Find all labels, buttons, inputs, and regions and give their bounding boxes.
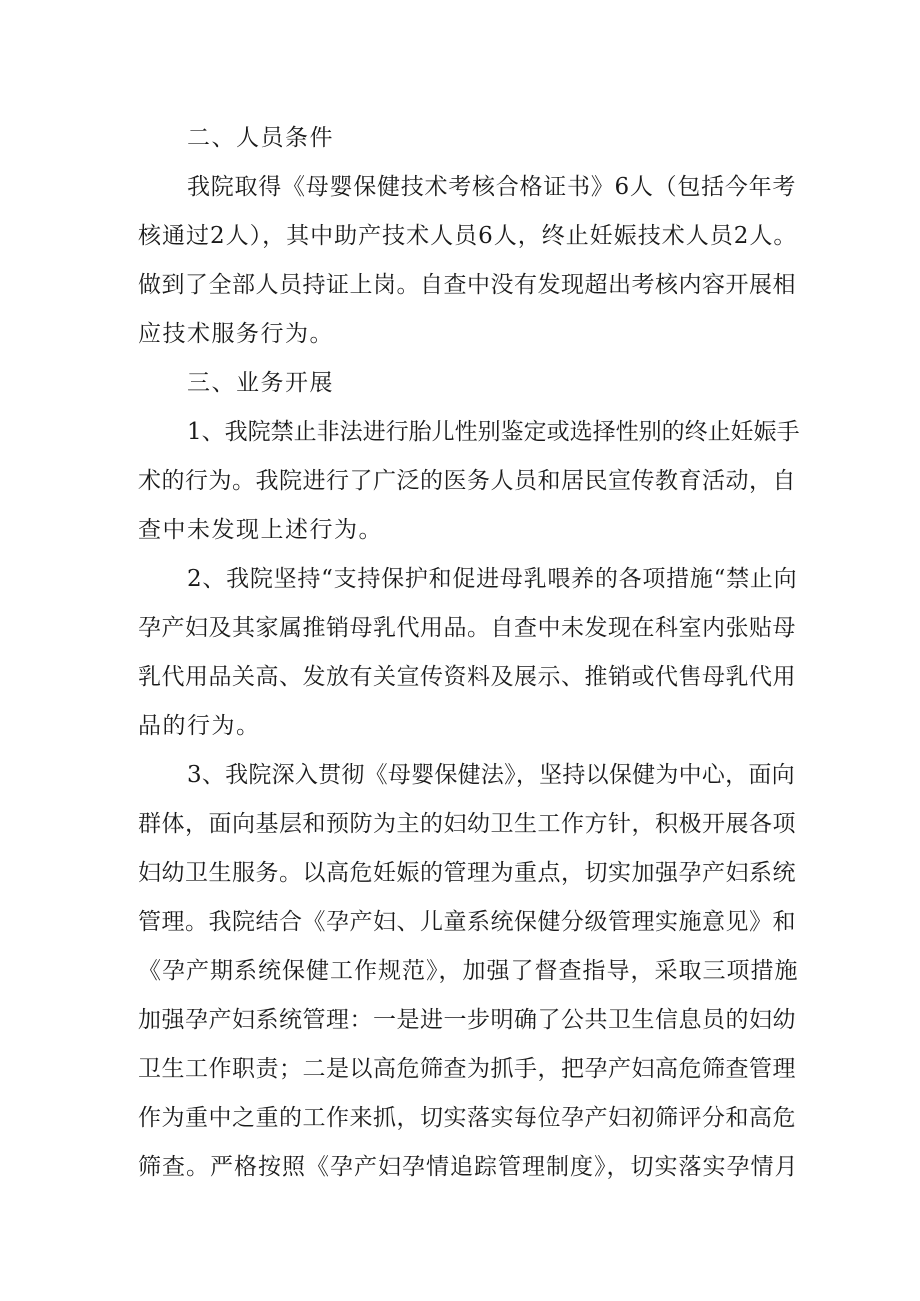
- paragraph-line: 作为重中之重的工作来抓，切实落实每位孕产妇初筛评分和高危: [138, 1105, 796, 1131]
- paragraph-line: 2、我院坚持“支持保护和促进母乳喂养的各项措施“禁止向: [187, 566, 798, 592]
- paragraph-line: 群体，面向基层和预防为主的妇幼卫生工作方针，积极开展各项: [138, 811, 796, 837]
- paragraph-line: 品的行为。: [138, 713, 261, 739]
- paragraph-line: 应技术服务行为。: [138, 321, 334, 347]
- paragraph-line: 妇幼卫生服务。以高危妊娠的管理为重点，切实加强孕产妇系统: [138, 860, 796, 886]
- paragraph-line: 做到了全部人员持证上岗。自查中没有发现超出考核内容开展相: [138, 272, 796, 298]
- paragraph-line: 3、我院深入贯彻《母婴保健法》，坚持以保健为中心，面向: [187, 762, 795, 788]
- paragraph-line: 1、我院禁止非法进行胎儿性别鉴定或选择性别的终止妊娠手: [187, 419, 800, 445]
- paragraph-line: 加强孕产妇系统管理：一是进一步明确了公共卫生信息员的妇幼: [138, 1007, 796, 1033]
- paragraph-line: 管理。我院结合《孕产妇、儿童系统保健分级管理实施意见》和: [138, 909, 796, 935]
- paragraph-line: 孕产妇及其家属推销母乳代用品。自查中未发现在科室内张贴母: [138, 615, 796, 641]
- section-heading-business: 三、业务开展: [187, 370, 334, 396]
- paragraph-line: 我院取得《母婴保健技术考核合格证书》6人（包括今年考: [187, 174, 797, 200]
- paragraph-line: 查中未发现上述行为。: [138, 517, 383, 543]
- paragraph-line: 核通过2人），其中助产技术人员6人，终止妊娠技术人员2人。: [138, 223, 798, 249]
- paragraph-line: 筛查。严格按照《孕产妇孕情追踪管理制度》，切实落实孕情月: [138, 1154, 799, 1180]
- section-heading-personnel: 二、人员条件: [187, 125, 334, 151]
- paragraph-line: 术的行为。我院进行了广泛的医务人员和居民宣传教育活动，自: [138, 468, 796, 494]
- paragraph-line: 卫生工作职责；二是以高危筛查为抓手，把孕产妇高危筛查管理: [138, 1056, 796, 1082]
- paragraph-line: 乳代用品关高、发放有关宣传资料及展示、推销或代售母乳代用: [138, 664, 796, 690]
- paragraph-line: 《孕产期系统保健工作规范》，加强了督查指导，采取三项措施: [138, 958, 799, 984]
